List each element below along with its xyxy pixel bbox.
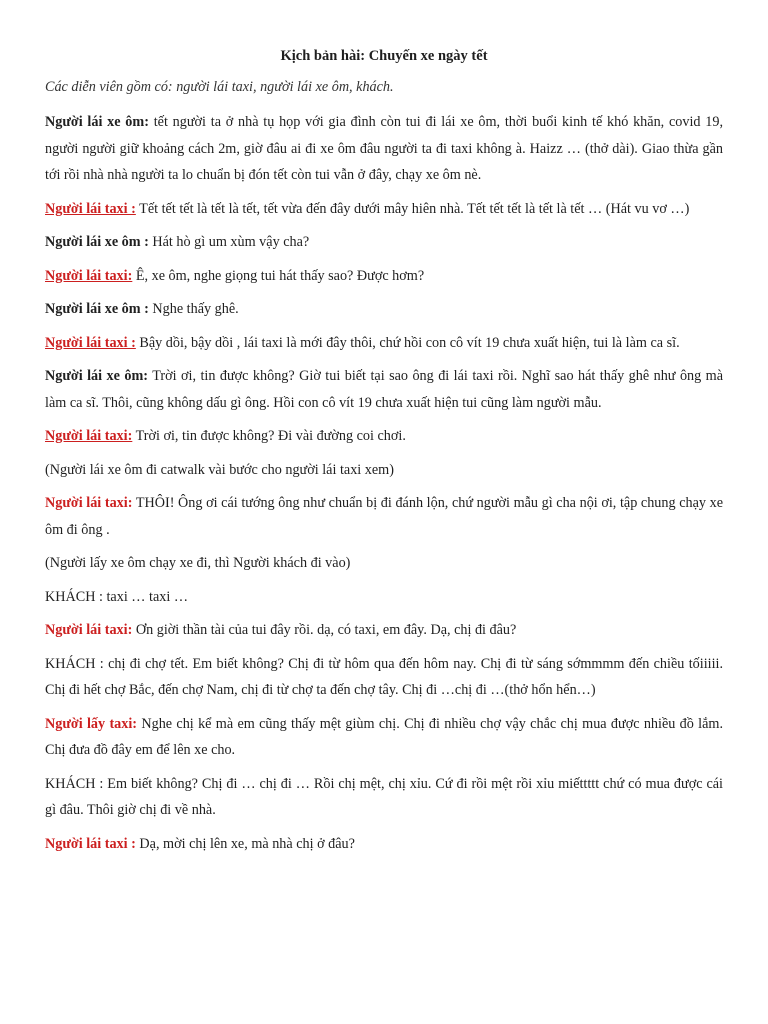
dialogue-text: Ê, xe ôm, nghe giọng tui hát thấy sao? Được hơm? xyxy=(132,267,425,284)
speaker-label: Người lái taxi: xyxy=(45,622,133,638)
dialogue-text: Trời ơi, tin được không? Giờ tui biết tại sao ông đi lái taxi rồi. Nghĩ sao hát thấy ghê như ông mà làm ca sĩ. Thôi, cũng không dấu gì ông. Hồi con cô vít 19 chưa xuất hiện tui cũng làm người mẫu. xyxy=(45,368,724,411)
dialogue-line xyxy=(45,109,723,189)
speaker-label: Người lái taxi : xyxy=(45,835,136,852)
stage-direction-text: (Người lái xe ôm đi catwalk vài bước cho người lái taxi xem) xyxy=(45,461,394,478)
speaker-label: Người lái taxi: xyxy=(45,267,133,284)
speaker-label: Người lấy taxi: xyxy=(45,715,138,732)
dialogue-line xyxy=(45,490,723,543)
speaker-label: Người lái xe ôm : xyxy=(45,301,149,317)
dialogue-line xyxy=(45,771,723,824)
dialogue-line xyxy=(45,711,723,764)
speaker-label: Người lái taxi : xyxy=(45,334,136,351)
cast-intro: Các diễn viên gồm có: người lái taxi, người lái xe ôm, khách. xyxy=(45,79,394,95)
dialogue-line xyxy=(45,617,723,644)
speaker-label: Người lái xe ôm : xyxy=(45,234,149,250)
stage-direction xyxy=(45,550,723,577)
dialogue-line xyxy=(45,330,723,357)
dialogue-text: Bậy dồi, bậy dồi , lái taxi là mới đây thôi, chứ hồi con cô vít 19 chưa xuất hiện, tui là làm ca sĩ. xyxy=(135,334,680,351)
dialogue-line xyxy=(45,584,723,611)
speaker-label: Người lái xe ôm: xyxy=(45,114,149,130)
speaker-label: KHÁCH : xyxy=(45,588,103,605)
page-title: Kịch bản hài: Chuyến xe ngày tết xyxy=(280,48,488,64)
dialogue-line xyxy=(45,196,723,223)
speaker-label: KHÁCH : xyxy=(45,775,104,792)
dialogue-text: Dạ, mời chị lên xe, mà nhà chị ở đâu? xyxy=(135,835,355,852)
dialogue-text: tết người ta ở nhà tụ họp với gia đình còn tui đi lái xe ôm, thời buổi kinh tế khó khăn, covid 19, người người giữ khoảng cách 2m, giờ đâu ai đi xe ôm đâu người ta đi taxi không à. Haizz … (thở dài). Giao thừa gần tới rồi nhà nhà người ta lo chuẩn bị đón tết còn tui vẫn ở đây, chạy xe ôm nè. xyxy=(45,114,723,183)
dialogue-line xyxy=(45,263,723,290)
speaker-label: Người lái taxi : xyxy=(45,200,136,217)
dialogue-line xyxy=(45,296,723,323)
dialogue-text: Trời ơi, tin được không? Đi vài đường coi chơi. xyxy=(132,428,406,444)
speaker-label: Người lái taxi: xyxy=(45,495,133,511)
dialogue-line xyxy=(45,229,723,256)
dialogue-text: chị đi chợ tết. Em biết không? Chị đi từ hôm qua đến hôm nay. Chị đi từ sáng sớmmmm đến chiều tốiiiii. Chị đi hết chợ Bắc, đến chợ Nam, chị đi từ chợ ta đến chợ tây. Chị đi …chị đi …(thở hổn hển…) xyxy=(45,655,724,698)
dialogue-line xyxy=(45,651,723,704)
dialogue-line xyxy=(45,831,723,858)
dialogue-text: taxi … taxi … xyxy=(102,588,189,605)
dialogue-line xyxy=(45,423,723,450)
stage-direction-text: (Người lấy xe ôm chạy xe đi, thì Người khách đi vào) xyxy=(45,555,351,571)
dialogue-line xyxy=(45,363,723,416)
speaker-label: KHÁCH : xyxy=(45,655,104,672)
dialogue-text: Em biết không? Chị đi … chị đi … Rồi chị mệt, chị xỉu. Cứ đi rồi mệt rồi xỉu miếttttt chứ có mua được cái gì đâu. Thôi giờ chị đi về nhà. xyxy=(45,775,723,818)
stage-direction xyxy=(45,457,723,484)
dialogue-text: Ơn giời thần tài của tui đây rồi. dạ, có taxi, em đây. Dạ, chị đi đâu? xyxy=(132,622,517,638)
dialogue-text: Nghe chị kể mà em cũng thấy mệt giùm chị. Chị đi nhiều chợ vậy chắc chị mua được nhiều đồ lắm. Chị đưa đồ đây em để lên xe cho. xyxy=(45,715,724,758)
dialogue-text: Hát hò gì um xùm vậy cha? xyxy=(148,234,310,250)
dialogue-text: Tết tết tết là tết là tết, tết vừa đến đây dưới mây hiên nhà. Tết tết tết là tết là tết … (Hát vu vơ …) xyxy=(135,200,690,217)
speaker-label: Người lái taxi: xyxy=(45,428,133,444)
speaker-label: Người lái xe ôm: xyxy=(45,368,149,384)
dialogue-text: THÔI! Ông ơi cái tướng ông như chuẩn bị đi đánh lộn, chứ người mẫu gì cha nội ơi, tập chung chạy xe ôm đi ông . xyxy=(45,495,723,538)
dialogue-text: Nghe thấy ghê. xyxy=(148,301,239,317)
